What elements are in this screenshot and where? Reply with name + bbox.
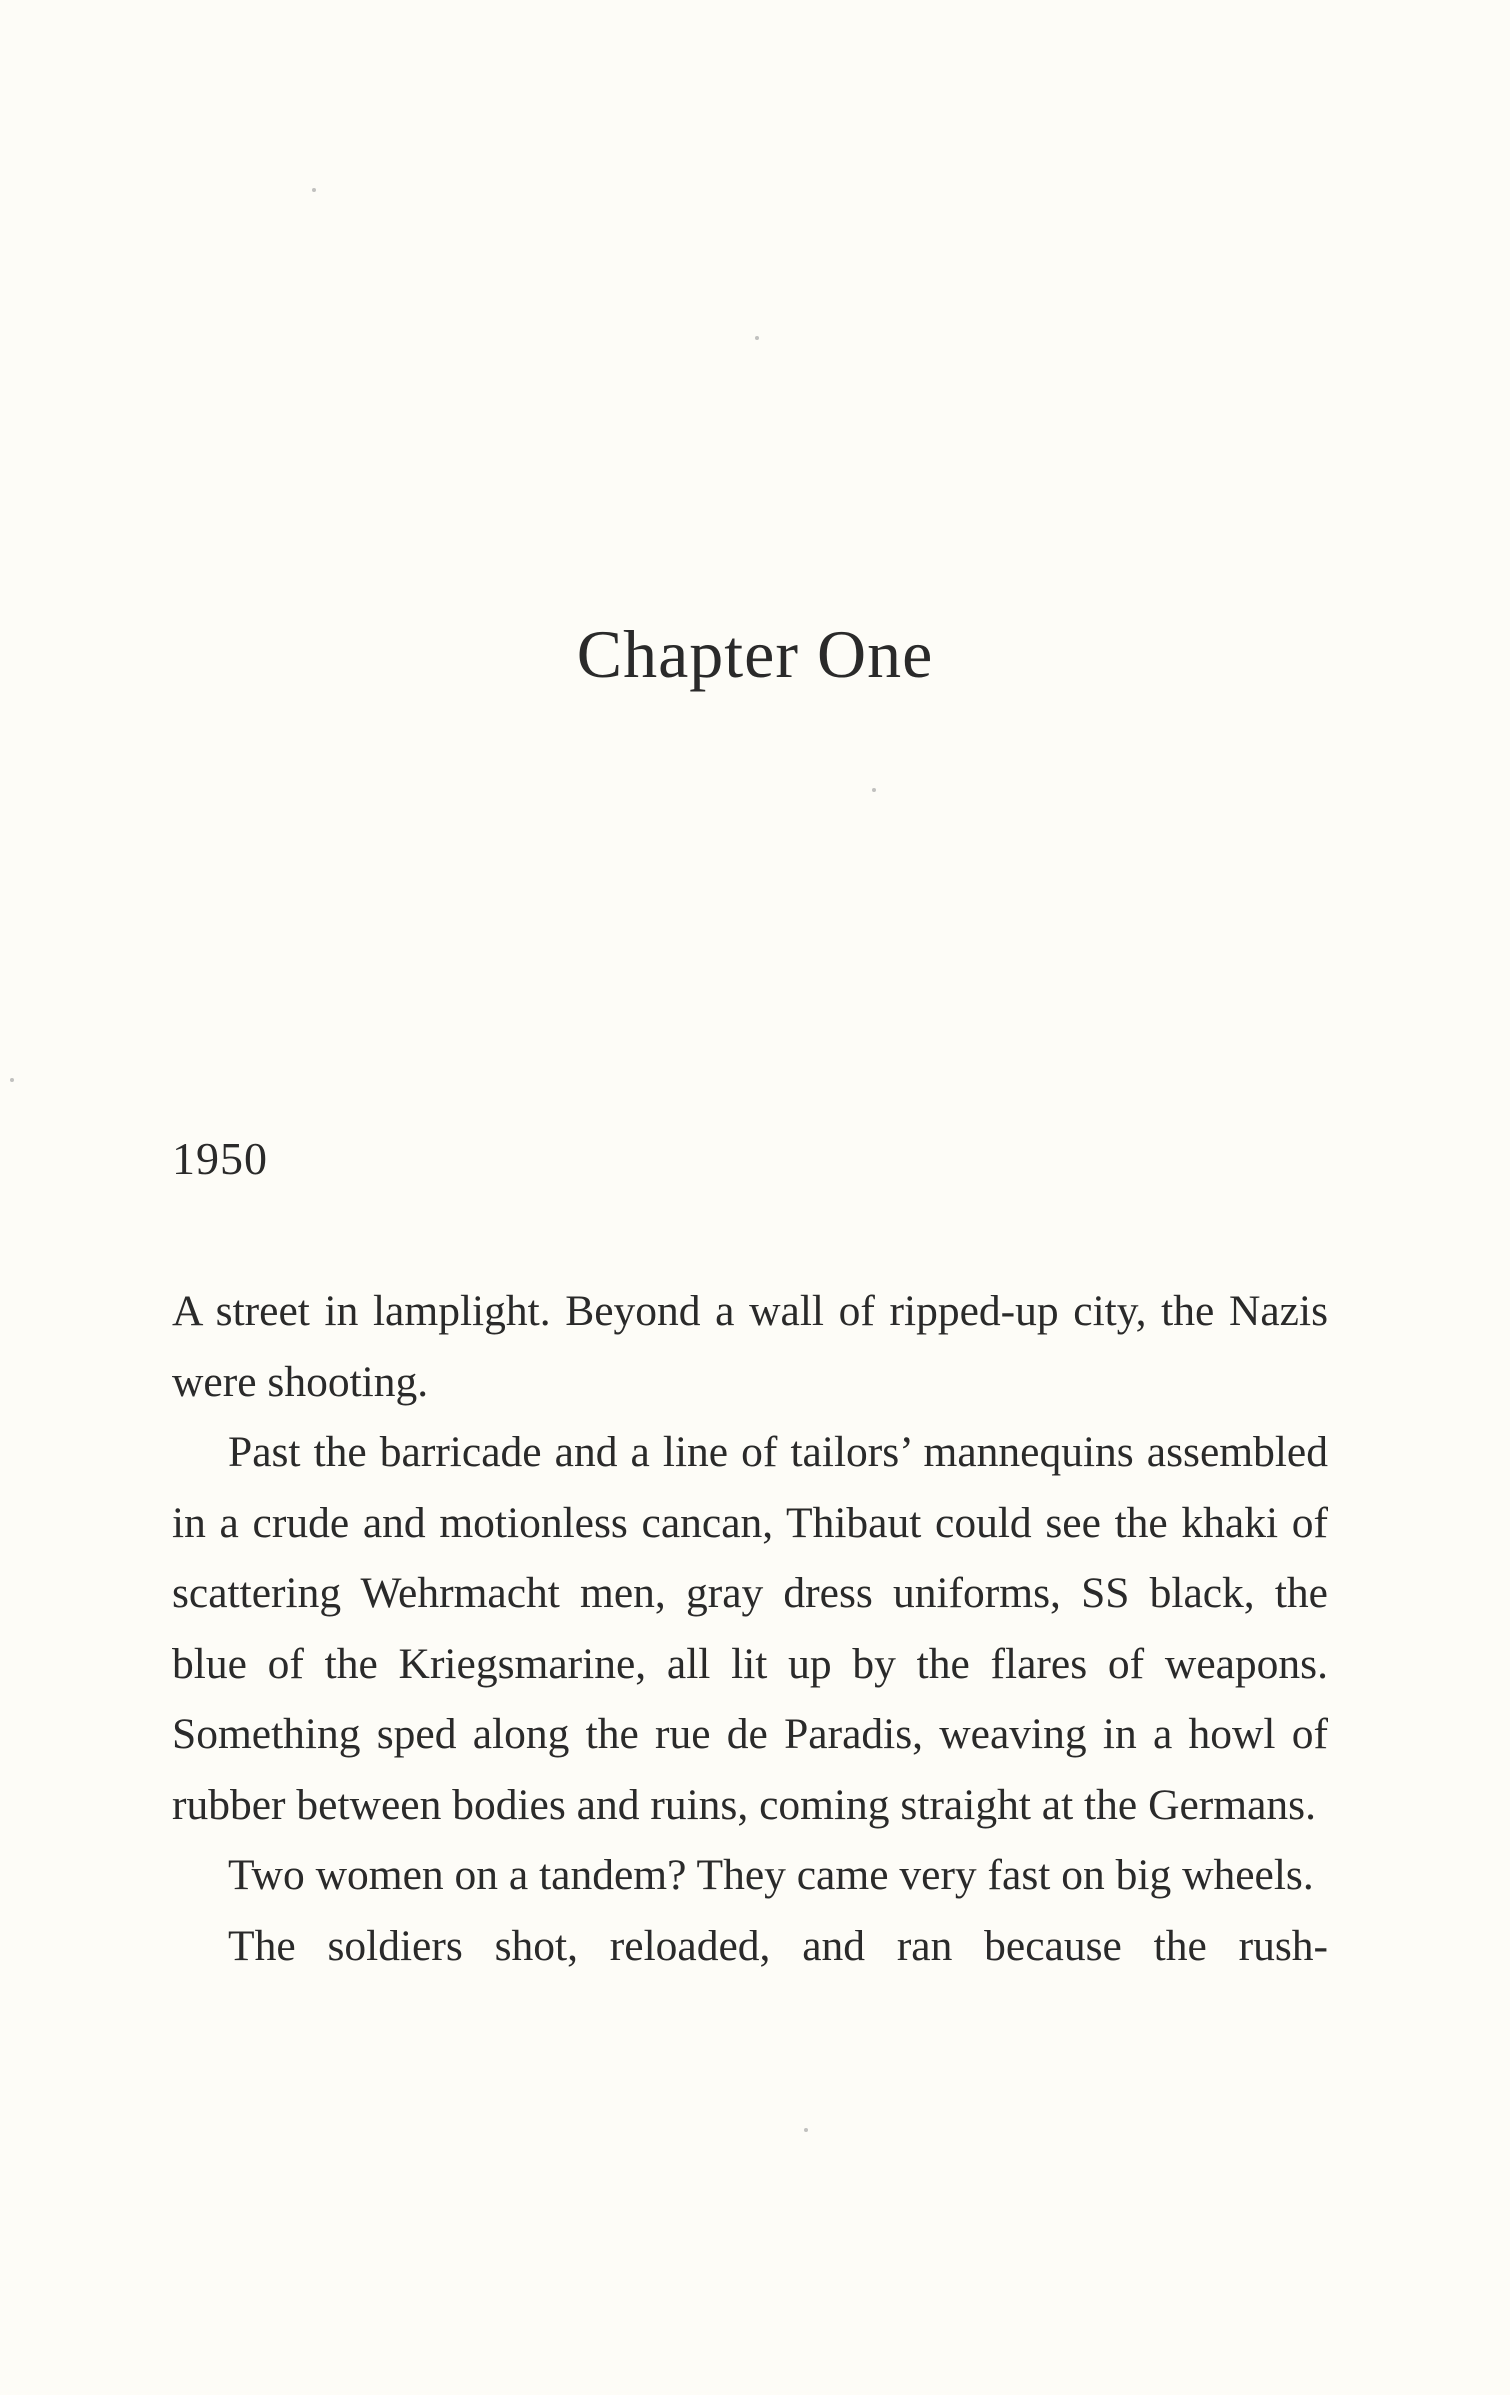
chapter-title: Chapter One bbox=[576, 616, 934, 692]
scan-speck bbox=[804, 2128, 808, 2132]
paragraph-3: Two women on a tandem? They came very fast on big wheels. bbox=[228, 1851, 1314, 1899]
paragraph-1: A street in lamplight. Beyond a wall of ripped-up city, the Nazis were shooting. bbox=[172, 1287, 1328, 1406]
body-text bbox=[172, 1276, 1328, 1981]
paragraph-2: Past the barricade and a line of tailors’ mannequins assembled in a crude and motionless cancan, Thibaut could see the khaki of scattering Wehrmacht men, gray dress uniforms, SS black, the blue of the Kriegsmarine, all lit up by the flares of weapons. Something sped along the rue de Paradis, weaving in a howl of rubber between bodies and ruins, coming straight at the Germans. bbox=[172, 1428, 1328, 1829]
scan-speck bbox=[312, 188, 316, 192]
scan-speck bbox=[10, 1078, 14, 1082]
paragraph-4: The soldiers shot, reloaded, and ran because the rush- bbox=[228, 1921, 1328, 1970]
scan-speck bbox=[872, 788, 876, 792]
scan-speck bbox=[755, 336, 759, 340]
section-year: 1950 bbox=[172, 1133, 268, 1184]
